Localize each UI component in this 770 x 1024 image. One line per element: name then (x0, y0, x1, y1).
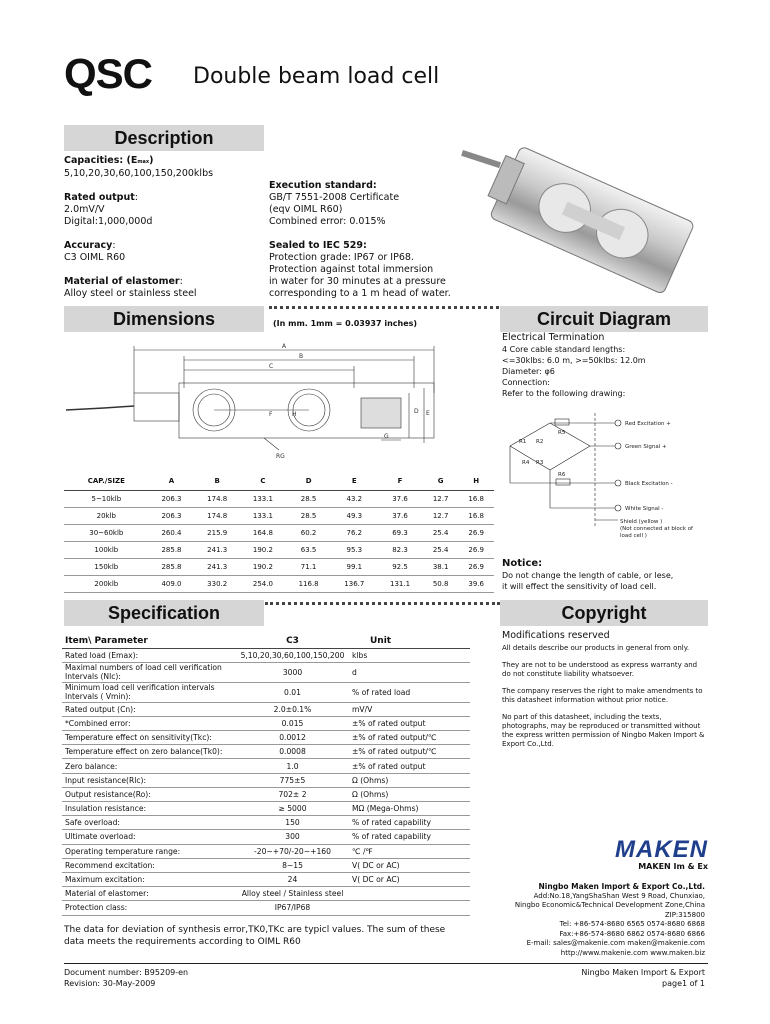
product-title: Double beam load cell (193, 64, 440, 89)
table-row (62, 872, 470, 886)
table-cell: 285.8 (149, 558, 195, 575)
table-cell: % of rated load (350, 682, 470, 702)
table-row (62, 716, 470, 730)
table-cell: Maximal numbers of load cell verification Intervals (Nlc): (62, 662, 235, 682)
table-row (62, 816, 470, 830)
divider-2 (265, 602, 500, 605)
table-cell: % of rated capability (350, 830, 470, 844)
table-cell: 215.9 (194, 524, 240, 541)
table-cell: klbs (350, 648, 470, 662)
spec-col-c3: C3 (235, 634, 350, 648)
table-row (64, 558, 494, 575)
table-cell: 300 (235, 830, 350, 844)
svg-text:RG: RG (276, 453, 285, 460)
table-cell: 99.1 (331, 558, 377, 575)
table-row (62, 773, 470, 787)
table-row (62, 702, 470, 716)
table-cell: 254.0 (240, 575, 286, 592)
spec-col-unit: Unit (350, 634, 470, 648)
table-cell: % of rated capability (350, 816, 470, 830)
table-cell: 49.3 (331, 507, 377, 524)
table-row (62, 759, 470, 773)
svg-text:Red Excitation +: Red Excitation + (625, 421, 671, 427)
table-cell: 25.4 (423, 524, 459, 541)
table-cell: 92.5 (377, 558, 423, 575)
table-cell: MΩ (Mega-Ohms) (350, 802, 470, 816)
description-right: Execution standard: GB/T 7551-2008 Certificate (eqv OIML R60) Combined error: 0.015% Sealed to IEC 529: Protection grade: IP67 or IP68. Protection against total immersion in water for 30 minutes at a pressure corresponding to a 1 m head of water. (269, 180, 451, 299)
table-cell: 409.0 (149, 575, 195, 592)
table-cell: *Combined error: (62, 716, 235, 730)
table-cell: 28.5 (286, 507, 332, 524)
table-cell: d (350, 662, 470, 682)
copyright-heading: Copyright (500, 600, 708, 626)
description-left: Capacities: (Emax) 5,10,20,30,60,100,150,200klbs Rated output: 2.0mV/V Digital:1,000,000d Accuracy: C3 OIML R60 Material of elastomer: Alloy steel or stainless steel (64, 155, 264, 300)
table-cell: 190.2 (240, 558, 286, 575)
table-cell: 0.0012 (235, 731, 350, 745)
spec-col-param: Item\ Parameter (62, 634, 235, 648)
table-cell: 26.9 (458, 558, 494, 575)
table-cell: 82.3 (377, 541, 423, 558)
table-cell: 43.2 (331, 490, 377, 507)
svg-text:Black Excitation -: Black Excitation - (625, 481, 673, 487)
table-cell: ℃ /℉ (350, 844, 470, 858)
table-cell (350, 887, 470, 901)
svg-text:Shield (yellow ): Shield (yellow ) (620, 519, 663, 525)
svg-text:C: C (269, 363, 274, 370)
table-cell: ±% of rated output/℃ (350, 745, 470, 759)
svg-text:H: H (292, 411, 297, 418)
table-cell: -20~+70/-20~+160 (235, 844, 350, 858)
dim-col-header: CAP./SIZE (64, 472, 149, 490)
table-cell: 38.1 (423, 558, 459, 575)
table-cell: 16.8 (458, 490, 494, 507)
table-row (62, 802, 470, 816)
table-cell: 50.8 (423, 575, 459, 592)
svg-text:(Not connected at block of: (Not connected at block of (620, 526, 693, 532)
svg-text:R6: R6 (558, 472, 566, 478)
footer-left: Document number: B95209-en Revision: 30-May-2009 (64, 968, 189, 988)
svg-text:G: G (384, 433, 389, 440)
table-cell: Zero balance: (62, 759, 235, 773)
table-cell: 702± 2 (235, 787, 350, 801)
table-cell: 0.01 (235, 682, 350, 702)
table-cell: Maximum excitation: (62, 872, 235, 886)
table-cell: 71.1 (286, 558, 332, 575)
table-cell: 76.2 (331, 524, 377, 541)
dim-col-header: B (194, 472, 240, 490)
specification-heading: Specification (64, 600, 264, 626)
table-row (62, 662, 470, 682)
table-cell: 1.0 (235, 759, 350, 773)
table-row (62, 731, 470, 745)
svg-text:B: B (299, 353, 304, 360)
dimension-drawing (64, 338, 494, 463)
table-row (62, 858, 470, 872)
table-row (62, 844, 470, 858)
table-cell: Temperature effect on sensitivity(Tkc): (62, 731, 235, 745)
notice: Notice: Do not change the length of cable, or lese, it will effect the sensitivity of load cell. (502, 558, 674, 591)
footer-right: Ningbo Maken Import & Export page1 of 1 (581, 968, 705, 988)
table-cell: 100klb (64, 541, 149, 558)
table-cell: 63.5 (286, 541, 332, 558)
table-cell: Ω (Ohms) (350, 787, 470, 801)
table-cell: 206.3 (149, 507, 195, 524)
table-row (62, 887, 470, 901)
svg-text:R1: R1 (519, 439, 527, 445)
svg-text:R4: R4 (522, 460, 530, 466)
circuit-text: Electrical Termination 4 Core cable standard lengths: <=30klbs: 6.0 m, >=50klbs: 12.0m Diameter: φ6 Connection: Refer to the following drawing: (502, 332, 646, 398)
table-cell: 174.8 (194, 490, 240, 507)
table-cell: 28.5 (286, 490, 332, 507)
table-cell: 26.9 (458, 524, 494, 541)
table-cell: 206.3 (149, 490, 195, 507)
dim-col-header: H (458, 472, 494, 490)
table-cell: 164.8 (240, 524, 286, 541)
table-cell: 60.2 (286, 524, 332, 541)
table-cell: 5~10klb (64, 490, 149, 507)
table-cell: Rated output (Cn): (62, 702, 235, 716)
table-cell: IP67/IP68 (235, 901, 350, 915)
table-cell: 775±5 (235, 773, 350, 787)
table-cell: 24 (235, 872, 350, 886)
table-cell: 174.8 (194, 507, 240, 524)
table-cell: ±% of rated output/℃ (350, 731, 470, 745)
svg-text:A: A (282, 343, 287, 350)
load-cell-photo (458, 135, 698, 305)
table-row (64, 507, 494, 524)
table-cell: Operating temperature range: (62, 844, 235, 858)
table-cell: V( DC or AC) (350, 872, 470, 886)
table-cell: 37.6 (377, 507, 423, 524)
svg-text:R2: R2 (536, 439, 544, 445)
table-cell: 241.3 (194, 541, 240, 558)
table-cell: 330.2 (194, 575, 240, 592)
table-cell: 30~60klb (64, 524, 149, 541)
dimensions-heading: Dimensions (64, 306, 264, 332)
company-info: Ningbo Maken Import & Export Co.,Ltd. Add:No.18,YangShaShan West 9 Road, Chunxiao, Ningbo Economic&Technical Development Zone,China ZIP:315800 Tel: +86-574-8680 6565 0574-8680 6868 Fax:+86-574-8680 6862 0574-8680 6866 E-mail: sales@makenie.com maken@makenie.com http://www.makenie.com www.maken.biz (514, 882, 705, 957)
table-row (64, 541, 494, 558)
table-cell: Protection class: (62, 901, 235, 915)
table-cell: 260.4 (149, 524, 195, 541)
table-row (62, 682, 470, 702)
table-cell: Recommend excitation: (62, 858, 235, 872)
table-cell: ±% of rated output (350, 716, 470, 730)
maken-logo: MAKEN MAKEN Im & Ex (615, 836, 708, 871)
svg-text:White Signal -: White Signal - (625, 506, 664, 512)
table-cell: 39.6 (458, 575, 494, 592)
table-cell (350, 901, 470, 915)
footer-rule (64, 963, 708, 964)
table-row (62, 745, 470, 759)
dim-col-header: G (423, 472, 459, 490)
table-cell: 285.8 (149, 541, 195, 558)
table-cell: 95.3 (331, 541, 377, 558)
table-cell: 12.7 (423, 507, 459, 524)
table-cell: Safe overload: (62, 816, 235, 830)
copyright-text: Modifications reserved All details describe our products in general from only. They are not to be understood as express warranty and do not constitute liability whatsoever. The company reserves the right to make amendments to this datasheet information without prior notice. No part of this datasheet, including the texts, photographs, may be reproduced or transmitted without the express written permission of Ningbo Maken Import & Export Co.,Ltd. (502, 630, 705, 748)
table-cell: ≥ 5000 (235, 802, 350, 816)
capacities-value: 5,10,20,30,60,100,150,200klbs (64, 168, 214, 179)
svg-text:Green Signal +: Green Signal + (625, 444, 667, 450)
dim-col-header: A (149, 472, 195, 490)
table-cell: 0.015 (235, 716, 350, 730)
table-row (62, 830, 470, 844)
table-cell: 190.2 (240, 541, 286, 558)
table-cell: mV/V (350, 702, 470, 716)
dim-col-header: E (331, 472, 377, 490)
table-cell: Output resistance(Ro): (62, 787, 235, 801)
svg-text:load cell ): load cell ) (620, 533, 647, 539)
table-cell: Ω (Ohms) (350, 773, 470, 787)
table-cell: Input resistance(Rlc): (62, 773, 235, 787)
table-cell: 16.8 (458, 507, 494, 524)
table-cell: Material of elastomer: (62, 887, 235, 901)
spec-footnote: The data for deviation of synthesis error,TK0,TKc are typicl values. The sum of these data meets the requirements according to OIML R60 (64, 925, 446, 947)
table-cell: 20klb (64, 507, 149, 524)
svg-text:R3: R3 (536, 460, 544, 466)
table-cell: 3000 (235, 662, 350, 682)
table-cell: 37.6 (377, 490, 423, 507)
table-cell: Minimum load cell verification intervals Intervals ( Vmin): (62, 682, 235, 702)
table-cell: 0.0008 (235, 745, 350, 759)
table-cell: 26.9 (458, 541, 494, 558)
table-row (62, 648, 470, 662)
table-cell: 25.4 (423, 541, 459, 558)
svg-text:E: E (426, 410, 430, 417)
table-cell: 200klb (64, 575, 149, 592)
circuit-heading: Circuit Diagram (500, 306, 708, 332)
svg-text:D: D (414, 408, 419, 415)
table-cell: 241.3 (194, 558, 240, 575)
svg-text:F: F (269, 411, 273, 418)
table-row (62, 787, 470, 801)
circuit-diagram (500, 408, 710, 548)
table-cell: V( DC or AC) (350, 858, 470, 872)
table-cell: 150klb (64, 558, 149, 575)
product-code: QSC (64, 50, 153, 97)
table-row (64, 490, 494, 507)
dimensions-table (64, 472, 494, 593)
description-heading: Description (64, 125, 264, 151)
table-row (62, 901, 470, 915)
table-cell: Alloy steel / Stainless steel (235, 887, 350, 901)
divider-1 (269, 306, 499, 309)
table-cell: 133.1 (240, 507, 286, 524)
table-cell: 8~15 (235, 858, 350, 872)
table-cell: 131.1 (377, 575, 423, 592)
table-row (64, 524, 494, 541)
table-cell: 116.8 (286, 575, 332, 592)
table-cell: 69.3 (377, 524, 423, 541)
table-cell: 5,10,20,30,60,100,150,200 (235, 648, 350, 662)
dim-col-header: D (286, 472, 332, 490)
table-cell: Rated load (Emax): (62, 648, 235, 662)
table-cell: Insulation resistance: (62, 802, 235, 816)
dim-col-header: F (377, 472, 423, 490)
specification-table (62, 634, 470, 916)
table-cell: Temperature effect on zero balance(Tk0): (62, 745, 235, 759)
table-cell: 136.7 (331, 575, 377, 592)
table-row (64, 575, 494, 592)
table-cell: ±% of rated output (350, 759, 470, 773)
table-cell: Ultimate overload: (62, 830, 235, 844)
dim-col-header: C (240, 472, 286, 490)
table-cell: 150 (235, 816, 350, 830)
dimensions-unit-note: (In mm. 1mm = 0.03937 inches) (273, 319, 418, 328)
svg-text:R5: R5 (558, 430, 566, 436)
table-cell: 133.1 (240, 490, 286, 507)
table-cell: 12.7 (423, 490, 459, 507)
table-cell: 2.0±0.1% (235, 702, 350, 716)
